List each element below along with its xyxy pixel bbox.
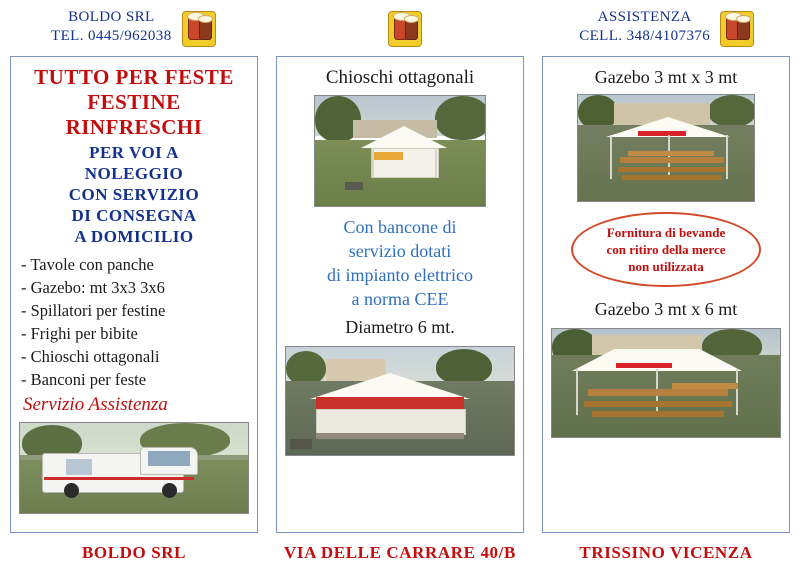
assistance-label: ASSISTENZA — [597, 9, 692, 25]
beverage-supply-badge — [571, 212, 761, 287]
beer-mug-logo-icon — [386, 8, 422, 48]
kiosk-desc-line4: a norma CEE — [351, 289, 449, 309]
octagonal-kiosk-photo — [314, 95, 486, 207]
services-subtitle — [69, 142, 200, 247]
kiosk-desc-line1: Con bancone di — [343, 217, 457, 237]
list-item: - Chioschi ottagonali — [21, 347, 160, 366]
list-item: - Tavole con panche — [21, 255, 154, 274]
octagonal-kiosk-night-photo — [285, 346, 515, 456]
services-subtitle-line1: PER VOI A — [89, 143, 179, 162]
services-subtitle-line2: NOLEGGIO — [84, 164, 184, 183]
header-right — [533, 8, 800, 48]
page-footer — [0, 533, 800, 573]
company-phone: TEL. 0445/962038 — [51, 28, 172, 44]
badge-line3: non utilizzata — [628, 259, 704, 274]
beer-mug-logo-icon — [180, 8, 216, 48]
services-subtitle-line4: DI CONSEGNA — [71, 206, 197, 225]
company-name: BOLDO SRL — [68, 9, 155, 25]
assistance-phone: CELL. 348/4107376 — [579, 28, 711, 44]
kiosk-description — [327, 215, 473, 311]
gazebo-3x6-title: Gazebo 3 mt x 6 mt — [594, 299, 738, 319]
services-subtitle-line3: CON SERVIZIO — [68, 185, 200, 204]
list-item: - Frighi per bibite — [21, 324, 138, 343]
footer-city: TRISSINO VICENZA — [579, 543, 753, 562]
services-title — [34, 65, 234, 140]
services-title-line1: TUTTO PER FESTE — [34, 65, 234, 89]
delivery-van-photo — [19, 422, 249, 514]
column-gazebos — [542, 56, 790, 533]
services-title-line3: RINFRESCHI — [65, 115, 203, 139]
list-item: - Banconi per feste — [21, 370, 147, 389]
badge-line1: Fornitura di bevande — [606, 225, 726, 240]
services-list — [19, 253, 249, 391]
list-item: - Spillatori per festine — [21, 301, 166, 320]
footer-address: VIA DELLE CARRARE 40/B — [284, 543, 516, 562]
columns-container — [0, 56, 800, 533]
header-left-text — [51, 8, 172, 46]
kiosk-desc-line3: di impianto elettrico — [327, 265, 473, 285]
header-center — [267, 8, 534, 48]
beer-mug-logo-icon — [718, 8, 754, 48]
column-kiosks — [276, 56, 524, 533]
badge-line2: con ritiro della merce — [606, 242, 726, 257]
header-left — [0, 8, 267, 48]
kiosk-diameter: Diametro 6 mt. — [345, 317, 455, 337]
kiosk-desc-line2: servizio dotati — [348, 241, 452, 261]
gazebo-3x3-photo — [577, 94, 755, 202]
header-right-text — [579, 8, 710, 46]
column-services — [10, 56, 258, 533]
gazebo-3x3-title: Gazebo 3 mt x 3 mt — [594, 67, 738, 87]
footer-company: BOLDO SRL — [81, 543, 187, 562]
page-header — [0, 0, 800, 56]
service-assistance-script: Servizio Assistenza — [23, 394, 168, 415]
kiosk-title: Chioschi ottagonali — [325, 67, 475, 88]
list-item: - Gazebo: mt 3x3 3x6 — [21, 278, 165, 297]
services-title-line2: FESTINE — [87, 90, 181, 114]
services-subtitle-line5: A DOMICILIO — [74, 227, 194, 246]
gazebo-3x6-photo — [551, 328, 781, 438]
